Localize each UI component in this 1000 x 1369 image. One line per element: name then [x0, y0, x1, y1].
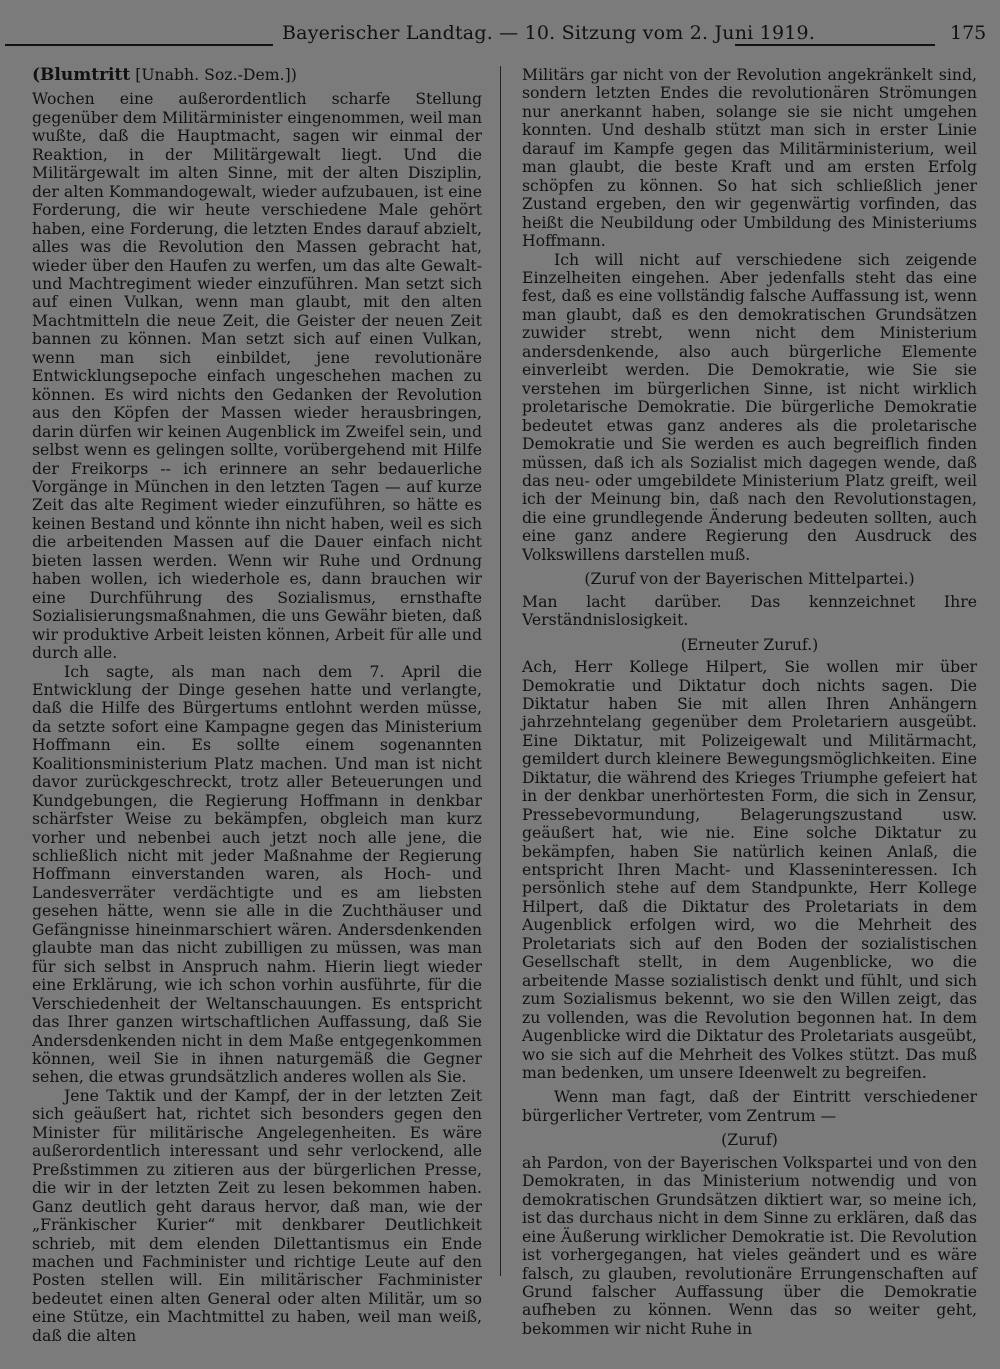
page-number: 175 — [950, 22, 987, 44]
paragraph: Ich will nicht auf verschiedene sich zeigende Einzelheiten eingehen. Aber jedenfalls steht das eine fest, daß es eine vollständig falsche Auffassung ist, wenn man glaubt, daß es den demokratischen Grundsätzen zuwider strebt, wenn nicht dem Ministerium andersdenkende, also auch bürgerliche Elemente einverleibt werden. Die Demokratie, wie Sie sie verstehen im bürgerlichen Sinne, ist nicht wirklich proletarische Demokratie. Die bürgerliche Demokratie bedeutet etwas ganz anderes als die proletarische Demokratie und Sie werden es auch begreiflich finden müssen, daß ich als Sozialist mich dagegen wende, daß das neu- oder umgebildete Ministerium Platz greift, weil ich der Meinung bin, daß nach den Revolutionstagen, die eine grundlegende Änderung bedeuten sollten, auch eine ganz andere Regierung den Ausdruck des Volkswillens darstellen muß. — [522, 249, 977, 564]
paragraph: Wochen eine außerordentlich scharfe Stellung gegenüber dem Militärminister eingenommen, weil man wußte, daß die Hauptmacht, sagen wir einmal der Reaktion, in der Militärgewalt liegt. Und die Militärgewalt im alten Sinne, mit der alten Disziplin, der alten Kommandogewalt, wieder aufzubauen, ist eine Forderung, die wir heute verschiedene Male gehört haben, eine Forderung, die letzten Endes darauf abzielt, alles was die Revolution den Massen gebracht hat, wieder über den Haufen zu werfen, um das alte Gewalt- und Machtregiment wieder einzuführen. Man setzt sich auf einen Vulkan, wenn man glaubt, mit den alten Machtmitteln die neue Zeit, die Geister der neuen Zeit bannen zu können. Man setzt sich auf einen Vulkan, wenn man sich einbildet, jene revolutionäre Entwicklungsepoche einfach ungeschehen machen zu können. Es wird nichts den Gedanken der Revolution aus den Köpfen der Massen wieder herausbringen, darin dürfen wir keinen Augenblick im Zweifel sein, und selbst wenn es gelingen sollte, vorübergehend mit Hilfe der Freikorps -- ich erinnere an sehr bedauerliche Vorgänge in München in den letzten Tagen — auf kurze Zeit das alte Regiment wieder einzuführen, so hätte es keinen Bestand und könnte ihn nicht haben, weil es sich die arbeitenden Massen auf die Dauer einfach nicht bieten lassen werden. Wenn wir Ruhe und Ordnung haben wollen, ich wiederhole es, dann brauchen wir eine Durchführung des Sozialismus, ernsthafte Sozialisierungsmaßnahmen, die uns Gewähr bieten, daß wir produktive Arbeit leisten können, Arbeit für alle und durch alle. — [32, 89, 482, 663]
column-divider — [500, 66, 501, 1276]
left-column — [32, 66, 482, 1345]
paragraph: Wenn man fagt, daß der Eintritt verschiedener bürgerlicher Vertreter, vom Zentrum — — [522, 1087, 977, 1125]
right-column — [522, 66, 977, 1338]
paragraph: Ich sagte, als man nach dem 7. April die Entwicklung der Dinge gesehen hatte und verlangte, daß die Hilfe des Bürgertums entlohnt werden müsse, da setzte sofort eine Kampagne gegen das Ministerium Hoffmann ein. Es sollte einem sogenannten Koalitionsministerium Platz machen. Und man ist nicht davor zurückgeschreckt, trotz aller Beteuerungen und Kundgebungen, die Regierung Hoffmann in denkbar schärfster Weise zu bekämpfen, obgleich man kurz vorher und nebenbei auch jetzt noch alle jene, die schließlich nicht mit jeder Maßnahme der Regierung Hoffmann einverstanden waren, als Hoch- und Landesverräter verdächtigte und es am liebsten gesehen hätte, wenn sie alle in die Zuchthäuser und Gefängnisse hineinmarschiert wären. Andersdenkenden glaubte man das nicht zubilligen zu müssen, was man für sich selbst in Anspruch nahm. Hierin liegt wieder eine Erklärung, wie ich schon vorhin ausführte, für die Verschiedenheit der Weltanschauungen. Es entspricht das Ihrer ganzen wirtschaftlichen Auffassung, daß Sie Andersdenkenden nicht in dem Maße entgegenkommen können, weil Sie in ihnen naturgemäß die Gegner sehen, die etwas grundsätzlich anderes wollen als Sie. — [32, 661, 482, 1087]
paragraph: Jene Taktik und der Kampf, der in der letzten Zeit sich geäußert hat, richtet sich besonders gegen den Minister für militärische Angelegenheiten. Es wäre außerordentlich interessant und sehr verlockend, alle Preßstimmen zu zitieren aus der bürgerlichen Presse, die wir in der letzten Zeit zu lesen bekommen haben. Ganz deutlich geht daraus hervor, daß man, wie der „Fränkischer Kurier“ mit denkbarer Deutlichkeit schrieb, mit dem elenden Dilettantismus ein Ende machen und Fachminister und richtige Leute auf den Posten stellen will. Ein militärischer Fachminister bedeutet einen alten General oder alten Militär, um so eine Stütze, ein Machtmittel zu haben, weil man weiß, daß die alten — [32, 1085, 482, 1345]
page-header — [0, 0, 1000, 60]
speaker-line — [32, 66, 482, 84]
interjection: (Erneuter Zuruf.) — [680, 634, 819, 654]
paragraph: Militärs gar nicht von der Revolution angekränkelt sind, sondern letzten Endes die revolutionären Strömungen nur anerkannt haben, solange sie sie nicht umgehen konnten. Und deshalb stützt man sich in erster Linie darauf im Kampfe gegen das Militärministerium, weil man glaubt, die beste Kraft und am ersten Erfolg schöpfen zu können. So hat sich schließlich jener Zustand ergeben, den wir gegenwärtig vorfinden, das heißt die Neubildung oder Umbildung des Ministeriums Hoffmann. — [522, 65, 977, 251]
header-rule-left — [5, 44, 273, 46]
paragraph: ah Pardon, von der Bayerischen Volkspartei und von den Demokraten, in das Ministerium notwendig und von demokratischen Grundsätzen diktiert war, so meine ich, ist das durchaus nicht in dem Sinne zu erklären, daß das eine Äußerung wirklicher Demokratie ist. Die Revolution ist vorhergegangen, hat vieles geändert und es wäre falsch, zu glauben, revolutionäre Errungenschaften auf Grund falscher Auffassung über die Demokratie aufheben zu können. Wenn das so weiter geht, bekommen wir nicht Ruhe in — [522, 1152, 977, 1338]
interjection: (Zuruf von der Bayerischen Mittelpartei.) — [584, 569, 915, 589]
paragraph: Man lacht darüber. Das kennzeichnet Ihre Verständnislosigkeit. — [522, 591, 977, 630]
speaker-name: (Blumtritt — [32, 65, 131, 85]
paragraph: Ach, Herr Kollege Hilpert, Sie wollen mir über Demokratie und Diktatur doch nichts sagen. Die Diktatur haben Sie mit allen Ihren Anhängern jahrzehntelang gegenüber dem Proletariern ausgeübt. Eine Diktatur, mit Polizeigewalt und Militärmacht, gemildert durch kleinere Bewegungsmöglichkeiten. Eine Diktatur, die während des Krieges Triumphe gefeiert hat in der denkbar unerhörtesten Form, die sich in Zensur, Pressebevormundung, Belagerungszustand usw. geäußert hat, wie nie. Eine solche Diktatur zu bekämpfen, haben Sie natürlich keinen Anlaß, die entspricht Ihren Macht- und Klasseninteressen. Ich persönlich stehe auf dem Standpunkte, Herr Kollege Hilpert, daß die Diktatur des Proletariats in dem Augenblick erfolgen wird, wo die Mehrheit des Proletariats sich auf den Boden der sozialistischen Gesellschaft stellt, in dem Augenblicke, wo die arbeitende Masse sozialistisch denkt und fühlt, und sich zum Sozialismus bekennt, wo sie den Willen zeigt, das zu vollenden, was die Revolution begonnen hat. In dem Augenblicke wird die Diktatur des Proletariats ausgeübt, wo sie sich auf die Mehrheit des Volkes stützt. Das muß man bedenken, um unsere Ideenwelt zu begreifen. — [522, 657, 977, 1083]
running-title: Bayerischer Landtag. — 10. Sitzung vom 2. Juni 1919. — [282, 22, 816, 44]
header-rule-right — [735, 44, 935, 46]
interjection: (Zuruf) — [721, 1130, 778, 1150]
speaker-party: [Unabh. Soz.-Dem.]) — [135, 65, 297, 84]
